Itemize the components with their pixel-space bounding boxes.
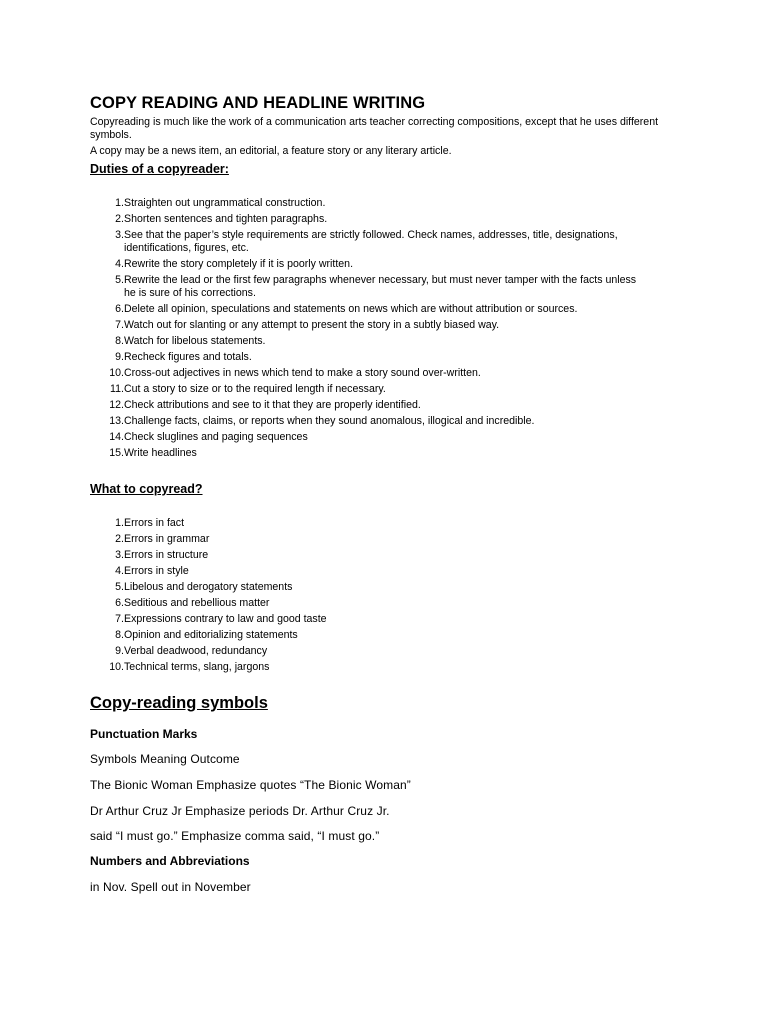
list-number: 6.: [115, 303, 124, 315]
list-text: See that the paper’s style requirements are strictly followed. Check names, addresses, title, designations,: [124, 229, 618, 241]
list-number: 10.: [109, 367, 124, 379]
document-title: COPY READING AND HEADLINE WRITING: [90, 94, 426, 112]
copyread-item: [112, 629, 512, 645]
list-text: Rewrite the lead or the first few paragraphs whenever necessary, but must never tamper with the facts unless: [124, 274, 637, 286]
list-text: Errors in grammar: [124, 533, 210, 545]
duty-item: [109, 447, 672, 463]
copyread-item: [112, 549, 512, 565]
intro-paragraph-1: Copyreading is much like the work of a communication arts teacher correcting compositions, except that he uses different symbols.: [90, 116, 659, 141]
list-number: 11.: [110, 383, 124, 395]
copyread-item: [112, 597, 512, 613]
list-number: 8.: [115, 629, 124, 641]
duty-item: [112, 351, 672, 367]
list-text: Rewrite the story completely if it is poorly written.: [124, 258, 354, 270]
list-number: 1.: [115, 517, 124, 529]
list-text: Errors in style: [124, 565, 189, 577]
duty-item: [112, 274, 672, 303]
list-text: Cross-out adjectives in news which tend to make a story sound over-written.: [124, 367, 481, 379]
copyread-item: [112, 517, 512, 533]
list-number: 1.: [115, 197, 124, 209]
symbols-line: Symbols Meaning Outcome: [90, 752, 240, 766]
list-number: 9.: [115, 645, 124, 657]
list-number: 12.: [109, 399, 124, 411]
copyread-item: [109, 661, 512, 677]
duties-heading: Duties of a copyreader:: [90, 162, 229, 176]
list-text: Write headlines: [124, 447, 197, 459]
copy-reading-symbols-heading: Copy-reading symbols: [90, 694, 268, 712]
duties-list: [109, 197, 672, 463]
list-number: 4.: [115, 258, 124, 270]
duty-item: [112, 303, 672, 319]
duty-item: [112, 197, 672, 213]
duty-item: [109, 399, 672, 415]
list-number: 7.: [115, 613, 124, 625]
list-number: 4.: [115, 565, 124, 577]
list-text: Watch out for slanting or any attempt to present the story in a subtly biased way.: [124, 319, 500, 331]
symbols-line: The Bionic Woman Emphasize quotes “The Bionic Woman”: [90, 778, 411, 792]
list-text: Delete all opinion, speculations and statements on news which are without attribution or sources.: [124, 303, 578, 315]
copyread-item: [112, 645, 512, 661]
list-number: 9.: [115, 351, 124, 363]
duty-item: [112, 229, 672, 258]
intro-paragraph-2: A copy may be a news item, an editorial, a feature story or any literary article.: [90, 145, 452, 157]
list-text: Errors in structure: [124, 549, 209, 561]
duty-item: [112, 213, 672, 229]
list-text: Challenge facts, claims, or reports when they sound anomalous, illogical and incredible.: [124, 415, 535, 427]
list-text: Shorten sentences and tighten paragraphs.: [124, 213, 328, 225]
list-number: 13.: [109, 415, 124, 427]
list-text: Straighten out ungrammatical construction.: [124, 197, 326, 209]
list-text: Expressions contrary to law and good taste: [124, 613, 327, 625]
list-number: 5.: [115, 274, 124, 286]
list-text-continuation: identifications, figures, etc.: [124, 242, 249, 254]
numbers-abbreviations-heading: Numbers and Abbreviations: [90, 854, 250, 868]
list-text-continuation: he is sure of his corrections.: [124, 287, 256, 299]
punctuation-marks-heading: Punctuation Marks: [90, 727, 198, 741]
list-number: 7.: [115, 319, 124, 331]
duty-item: [112, 258, 672, 274]
list-text: Verbal deadwood, redundancy: [124, 645, 268, 657]
duty-item: [112, 335, 672, 351]
list-text: Seditious and rebellious matter: [124, 597, 270, 609]
duty-item: [109, 431, 672, 447]
list-text: Libelous and derogatory statements: [124, 581, 293, 593]
list-text: Check sluglines and paging sequences: [124, 431, 308, 443]
list-number: 3.: [115, 229, 124, 241]
list-text: Watch for libelous statements.: [124, 335, 266, 347]
list-number: 10.: [109, 661, 124, 673]
what-to-copyread-list: [109, 517, 512, 677]
what-to-copyread-heading: What to copyread?: [90, 482, 203, 496]
list-text: Errors in fact: [124, 517, 185, 529]
list-text: Check attributions and see to it that they are properly identified.: [124, 399, 421, 411]
copyread-item: [112, 581, 512, 597]
copyread-item: [112, 565, 512, 581]
list-text: Cut a story to size or to the required length if necessary.: [124, 383, 386, 395]
duty-item: [109, 415, 672, 431]
duty-item: [112, 383, 672, 399]
list-number: 14.: [109, 431, 124, 443]
duty-item: [112, 319, 672, 335]
symbols-line: Dr Arthur Cruz Jr Emphasize periods Dr. Arthur Cruz Jr.: [90, 804, 390, 818]
symbols-line: in Nov. Spell out in November: [90, 880, 251, 894]
copyread-item: [112, 613, 512, 629]
list-number: 15.: [109, 447, 124, 459]
list-number: 3.: [115, 549, 124, 561]
list-number: 5.: [115, 581, 124, 593]
list-number: 8.: [115, 335, 124, 347]
list-text: Opinion and editorializing statements: [124, 629, 298, 641]
list-number: 2.: [115, 533, 124, 545]
copyread-item: [112, 533, 512, 549]
duty-item: [109, 367, 672, 383]
list-number: 6.: [115, 597, 124, 609]
symbols-line: said “I must go.” Emphasize comma said, “I must go.”: [90, 829, 380, 843]
list-number: 2.: [115, 213, 124, 225]
list-text: Recheck figures and totals.: [124, 351, 252, 363]
list-text: Technical terms, slang, jargons: [124, 661, 270, 673]
